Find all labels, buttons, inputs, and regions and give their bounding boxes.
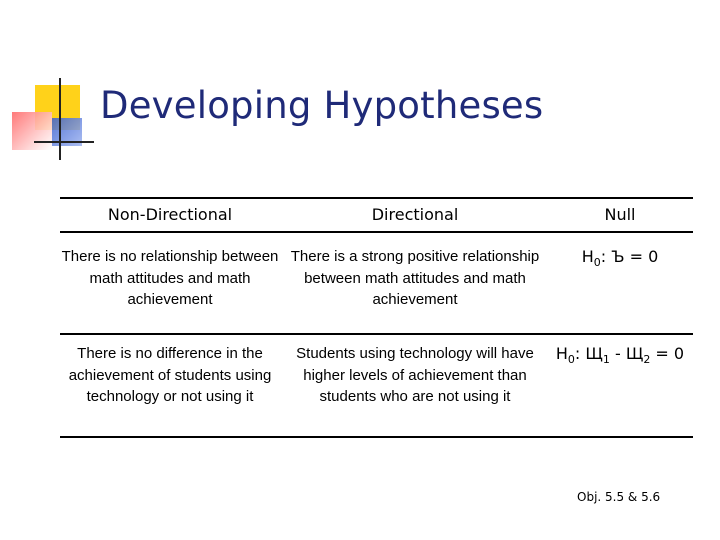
row2-directional: Students using technology will have higher levels of achievement than students who are not using it bbox=[296, 345, 534, 405]
header-null: Null bbox=[604, 205, 636, 224]
formula-sub-1: 1 bbox=[602, 353, 610, 367]
row2-non-directional: There is no difference in the achievement of students using technology or not using it bbox=[68, 345, 272, 405]
slide-title: Developing Hypotheses bbox=[100, 84, 544, 127]
objective-footnote: Obj. 5.5 & 5.6 bbox=[577, 490, 661, 504]
table-row-rule bbox=[60, 333, 693, 335]
formula-rest: = 0 bbox=[624, 247, 659, 266]
row1-non-directional: There is no relationship between math attitudes and math achievement bbox=[61, 248, 279, 308]
row1-directional: There is a strong positive relationship between math attitudes and math achievement bbox=[290, 248, 540, 308]
decorative-red-square bbox=[12, 112, 52, 150]
formula-rest: = 0 bbox=[650, 344, 685, 363]
formula-minus: - bbox=[609, 344, 626, 363]
row2-null-formula: $H_0$: $Щ_1 - Щ_2 = 0$ bbox=[555, 344, 685, 367]
header-directional: Directional bbox=[371, 205, 459, 224]
decorative-horizontal-line bbox=[34, 141, 94, 143]
header-non-directional: Non-Directional bbox=[107, 205, 233, 224]
formula-h: H bbox=[581, 247, 594, 266]
table-top-rule bbox=[60, 197, 693, 199]
table-header-rule bbox=[60, 231, 693, 233]
row1-null-formula: $H_0$: Ъ = 0 bbox=[581, 247, 659, 270]
formula-h-sub: 0 bbox=[567, 353, 575, 367]
table-bottom-rule bbox=[60, 436, 693, 438]
formula-h: H bbox=[555, 344, 568, 363]
formula-sub-2: 2 bbox=[643, 353, 651, 367]
formula-symbol-1: Щ bbox=[585, 344, 603, 363]
formula-symbol: Ъ bbox=[611, 247, 625, 266]
formula-symbol-2: Щ bbox=[625, 344, 644, 363]
formula-h-sub: 0 bbox=[593, 256, 601, 270]
decorative-vertical-line bbox=[59, 78, 61, 160]
